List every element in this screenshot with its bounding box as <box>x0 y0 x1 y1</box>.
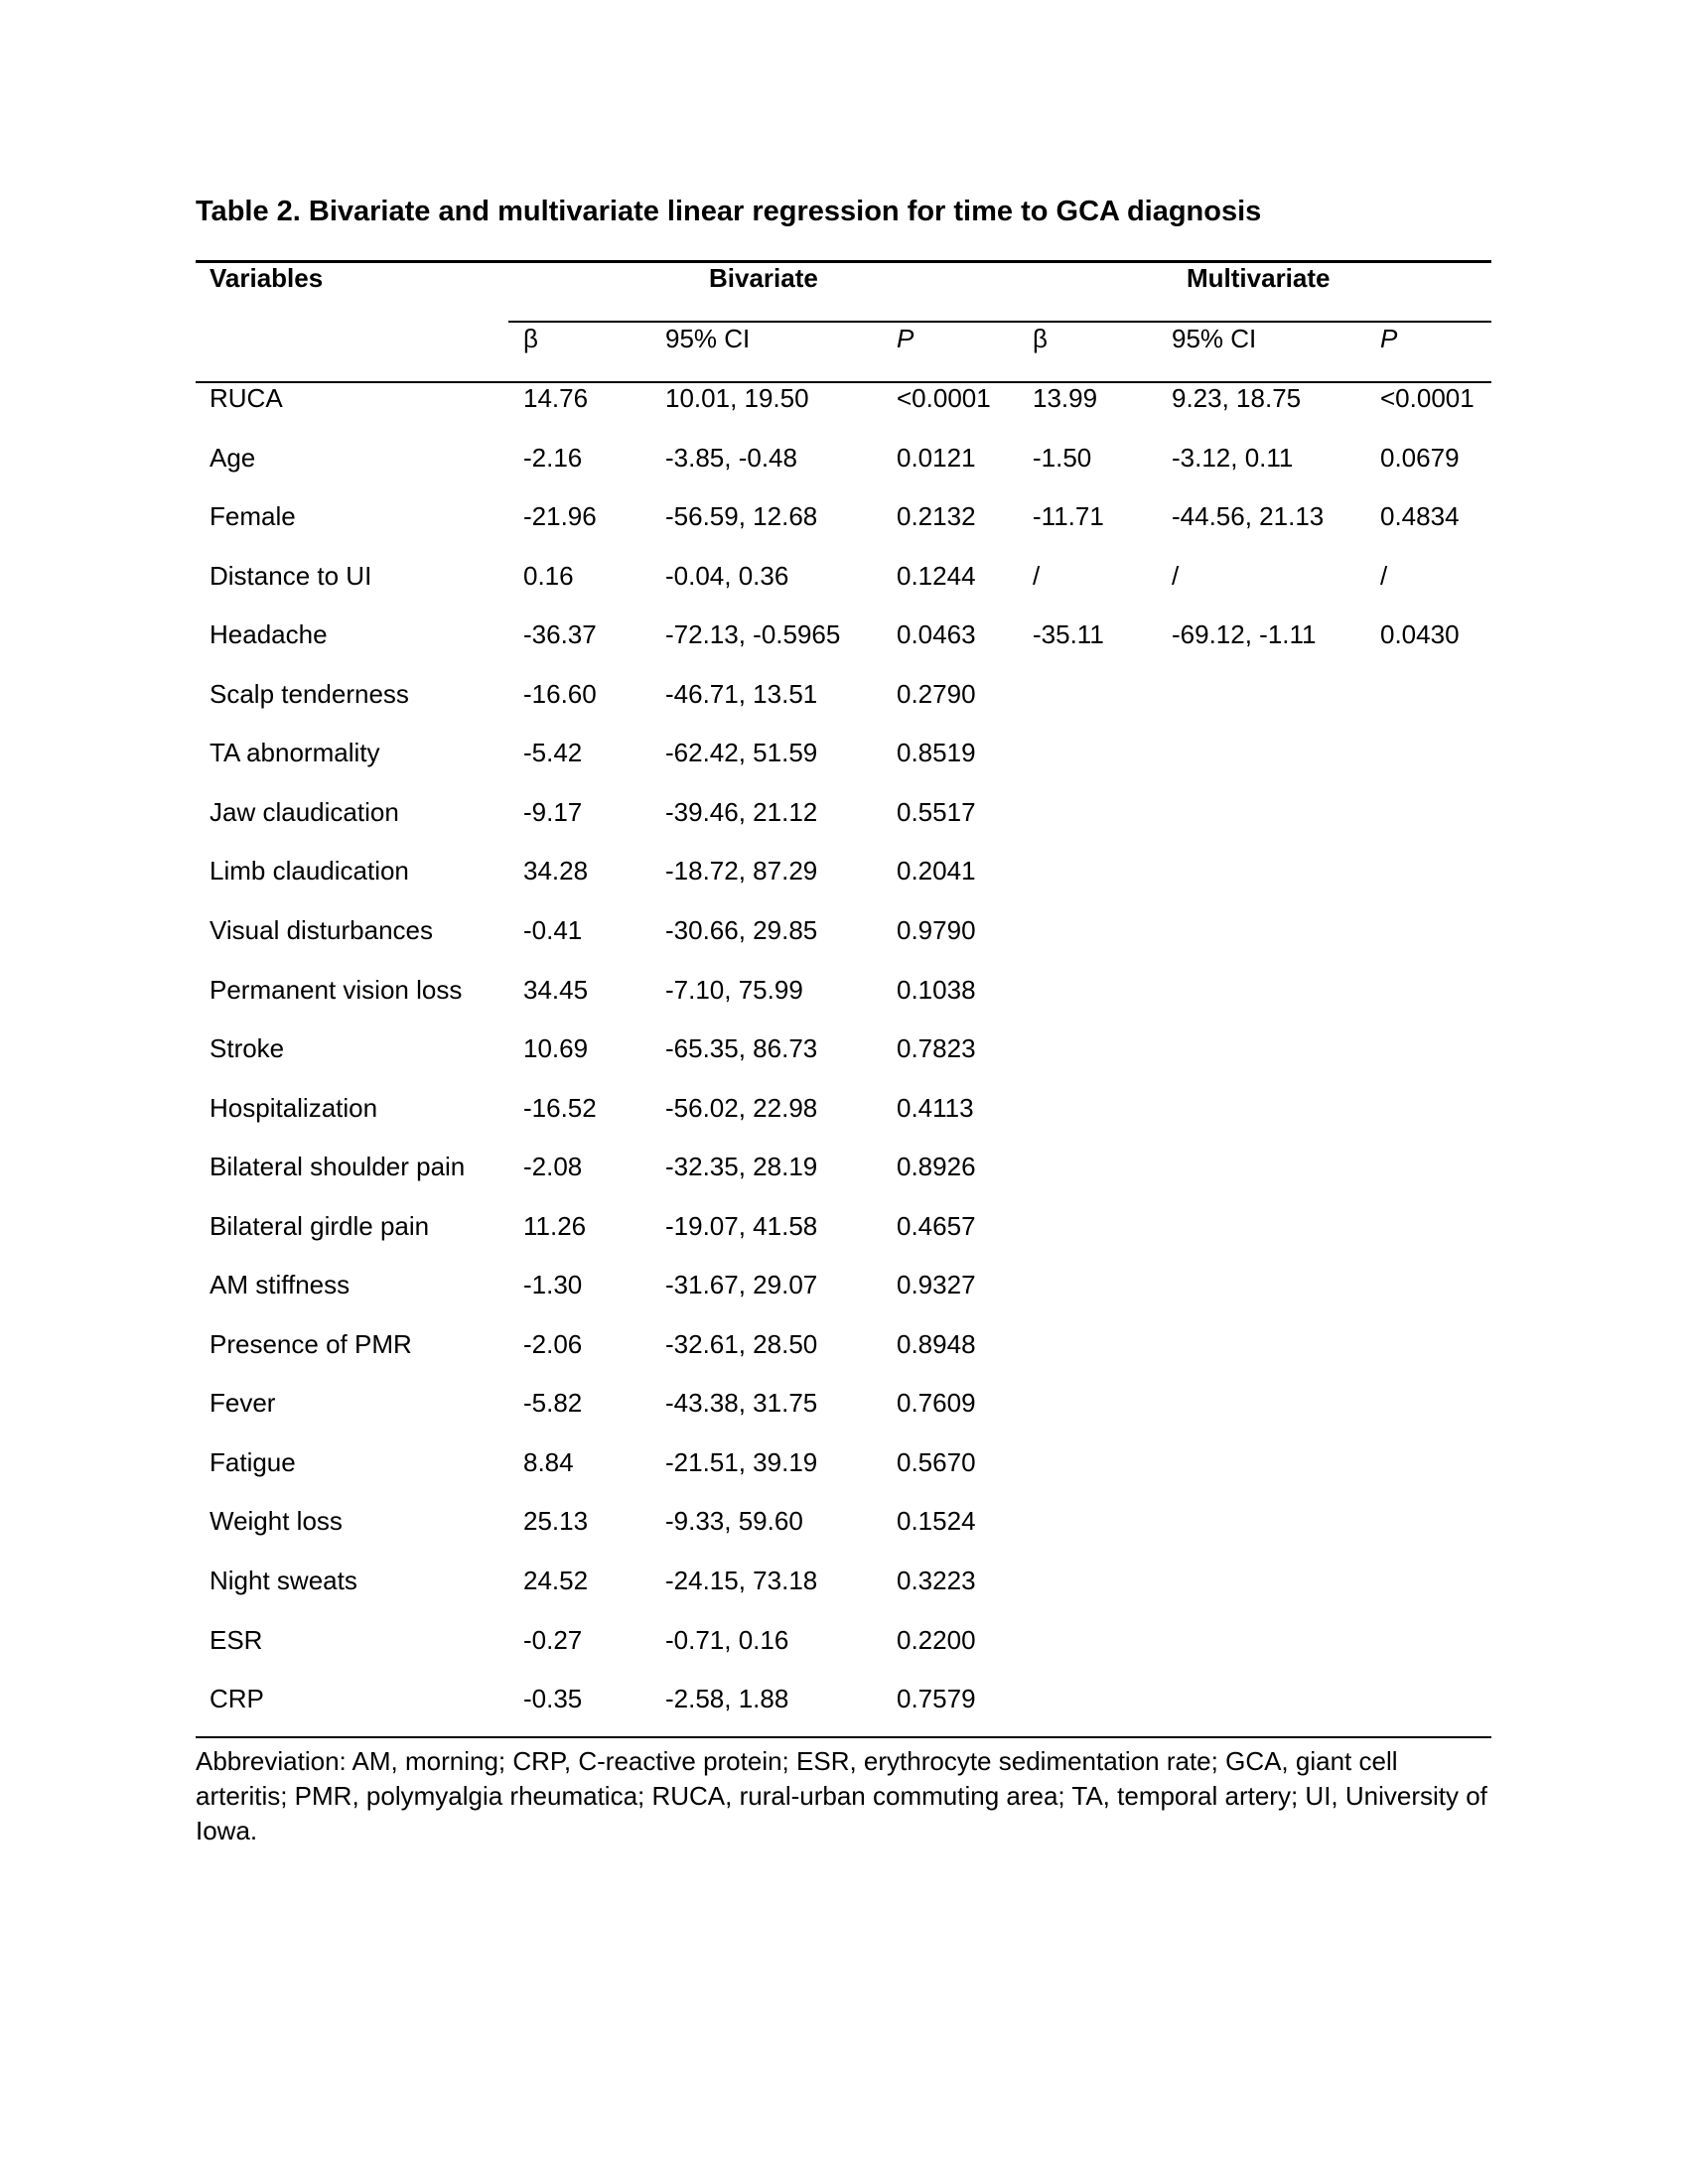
table-row <box>0 1447 1688 1487</box>
cell-p: 0.8926 <box>897 1152 976 1182</box>
cell-ci: -9.33, 59.60 <box>665 1506 803 1537</box>
table-row <box>0 797 1688 837</box>
cell-p: 0.2132 <box>897 501 976 532</box>
cell-p-multi: 0.0679 <box>1380 442 1460 473</box>
cell-variable: Headache <box>210 619 328 650</box>
cell-ci: -7.10, 75.99 <box>665 974 803 1005</box>
cell-ci: -39.46, 21.12 <box>665 796 818 827</box>
cell-p: <0.0001 <box>897 383 991 413</box>
cell-variable: Weight loss <box>210 1506 343 1537</box>
cell-ci: -30.66, 29.85 <box>665 914 818 945</box>
table-row <box>0 1270 1688 1309</box>
cell-p: 0.9327 <box>897 1270 976 1300</box>
cell-ci: -62.42, 51.59 <box>665 738 818 768</box>
cell-variable: Jaw claudication <box>210 796 399 827</box>
cell-ci-multi: -44.56, 21.13 <box>1172 501 1325 532</box>
cell-ci: -0.71, 0.16 <box>665 1624 789 1655</box>
cell-beta: 11.26 <box>523 1210 587 1241</box>
cell-beta: -21.96 <box>523 501 597 532</box>
cell-p: 0.2200 <box>897 1624 976 1655</box>
subheader-p-multi: P <box>1380 324 1398 353</box>
subheader-row <box>0 324 1688 363</box>
table-row <box>0 1566 1688 1605</box>
cell-beta-multi: / <box>1033 560 1041 591</box>
cell-p-multi: 0.0430 <box>1380 619 1460 650</box>
table-row <box>0 1211 1688 1251</box>
cell-ci: -3.85, -0.48 <box>665 442 797 473</box>
table-row <box>0 1684 1688 1723</box>
cell-beta: 24.52 <box>523 1566 589 1595</box>
cell-variable: Permanent vision loss <box>210 974 463 1005</box>
cell-variable: Distance to UI <box>210 560 372 591</box>
cell-variable: Fatigue <box>210 1446 296 1477</box>
cell-variable: Age <box>210 442 256 473</box>
cell-variable: CRP <box>210 1684 264 1714</box>
cell-ci: 10.01, 19.50 <box>665 383 809 413</box>
table-row <box>0 1329 1688 1369</box>
cell-p: 0.7579 <box>897 1684 976 1714</box>
table-row <box>0 1033 1688 1073</box>
cell-p: 0.0121 <box>897 442 976 473</box>
cell-beta: -5.42 <box>523 738 583 768</box>
cell-variable: AM stiffness <box>210 1270 351 1300</box>
cell-beta: -16.60 <box>523 678 597 709</box>
cell-p: 0.3223 <box>897 1566 976 1595</box>
subheader-p: P <box>897 324 914 353</box>
cell-ci: -46.71, 13.51 <box>665 678 818 709</box>
subheader-beta-multi: β <box>1033 324 1048 353</box>
cell-ci: -21.51, 39.19 <box>665 1446 818 1477</box>
cell-p: 0.4657 <box>897 1210 976 1241</box>
cell-beta: -2.06 <box>523 1328 583 1359</box>
cell-variable: Female <box>210 501 296 532</box>
table-row <box>0 443 1688 482</box>
cell-ci-multi: -3.12, 0.11 <box>1172 442 1294 473</box>
table-row <box>0 1388 1688 1428</box>
cell-ci: -2.58, 1.88 <box>665 1684 789 1714</box>
cell-ci: -19.07, 41.58 <box>665 1210 818 1241</box>
cell-p: 0.7609 <box>897 1388 976 1419</box>
cell-p: 0.2790 <box>897 678 976 709</box>
table-row <box>0 1625 1688 1665</box>
cell-beta-multi: -1.50 <box>1033 442 1092 473</box>
cell-p: 0.0463 <box>897 619 976 650</box>
cell-beta: 14.76 <box>523 383 589 413</box>
cell-p: 0.2041 <box>897 856 976 887</box>
table-row <box>0 1093 1688 1133</box>
cell-ci: -56.02, 22.98 <box>665 1092 818 1123</box>
cell-variable: Bilateral shoulder pain <box>210 1152 466 1182</box>
cell-p-multi: / <box>1380 560 1388 591</box>
cell-ci-multi: / <box>1172 560 1180 591</box>
cell-beta: -1.30 <box>523 1270 583 1300</box>
cell-variable: Presence of PMR <box>210 1328 412 1359</box>
cell-beta: -36.37 <box>523 619 597 650</box>
subheader-ci-multi: 95% CI <box>1172 324 1257 353</box>
table-row <box>0 738 1688 777</box>
cell-beta: -16.52 <box>523 1092 597 1123</box>
cell-variable: Fever <box>210 1388 276 1419</box>
cell-p: 0.1038 <box>897 974 976 1005</box>
header-bivariate: Bivariate <box>709 263 818 293</box>
table-row <box>0 1152 1688 1191</box>
cell-variable: Scalp tenderness <box>210 678 409 709</box>
cell-beta: 10.69 <box>523 1033 589 1064</box>
cell-beta: -0.41 <box>523 914 583 945</box>
table-bottom-rule <box>196 1736 1491 1738</box>
cell-p: 0.7823 <box>897 1033 976 1064</box>
cell-beta-multi: 13.99 <box>1033 383 1098 413</box>
table-row <box>0 679 1688 719</box>
cell-p: 0.1244 <box>897 560 976 591</box>
cell-variable: Visual disturbances <box>210 914 433 945</box>
table-row <box>0 619 1688 659</box>
subheader-ci: 95% CI <box>665 324 751 353</box>
table-row <box>0 856 1688 895</box>
cell-p: 0.5670 <box>897 1446 976 1477</box>
subheader-rule <box>508 321 1491 323</box>
header-variables: Variables <box>210 263 324 293</box>
header-multivariate: Multivariate <box>1187 263 1331 293</box>
cell-ci: -18.72, 87.29 <box>665 856 818 887</box>
cell-ci: -31.67, 29.07 <box>665 1270 818 1300</box>
cell-ci-multi: -69.12, -1.11 <box>1172 619 1317 650</box>
cell-beta: -2.16 <box>523 442 583 473</box>
cell-beta: 34.45 <box>523 974 589 1005</box>
cell-variable: TA abnormality <box>210 738 380 768</box>
cell-beta: -0.35 <box>523 1684 583 1714</box>
cell-variable: Night sweats <box>210 1566 357 1595</box>
cell-variable: ESR <box>210 1624 263 1655</box>
cell-p: 0.1524 <box>897 1506 976 1537</box>
cell-p: 0.5517 <box>897 796 976 827</box>
cell-p: 0.4113 <box>897 1092 974 1123</box>
cell-beta: 34.28 <box>523 856 589 887</box>
cell-variable: Limb claudication <box>210 856 409 887</box>
table-title: Table 2. Bivariate and multivariate linear regression for time to GCA diagnosis <box>196 196 1262 227</box>
cell-ci: -72.13, -0.5965 <box>665 619 841 650</box>
cell-variable: Stroke <box>210 1033 285 1064</box>
table-row <box>0 975 1688 1015</box>
cell-p: 0.8948 <box>897 1328 976 1359</box>
footnote: Abbreviation: AM, morning; CRP, C-reactive protein; ESR, erythrocyte sedimentation rate; GCA, giant cell arteritis; PMR, polymyalgia rheumatica; RUCA, rural-urban commuting area; TA, temporal artery; UI, University of Iowa. <box>196 1746 1487 1845</box>
table-row <box>0 1506 1688 1546</box>
table-row <box>0 561 1688 601</box>
cell-ci: -24.15, 73.18 <box>665 1566 818 1595</box>
cell-beta: -0.27 <box>523 1624 583 1655</box>
subheader-beta: β <box>523 324 538 353</box>
cell-beta: -5.82 <box>523 1388 583 1419</box>
cell-beta-multi: -35.11 <box>1033 619 1104 650</box>
cell-beta: -2.08 <box>523 1152 583 1182</box>
cell-ci: -0.04, 0.36 <box>665 560 789 591</box>
cell-p: 0.8519 <box>897 738 976 768</box>
cell-ci: -32.35, 28.19 <box>665 1152 818 1182</box>
cell-variable: Bilateral girdle pain <box>210 1210 430 1241</box>
cell-beta-multi: -11.71 <box>1033 501 1104 532</box>
cell-p: 0.9790 <box>897 914 976 945</box>
cell-ci: -56.59, 12.68 <box>665 501 818 532</box>
cell-beta: -9.17 <box>523 796 583 827</box>
table-row <box>0 501 1688 541</box>
cell-variable: Hospitalization <box>210 1092 378 1123</box>
cell-beta: 25.13 <box>523 1506 589 1537</box>
cell-variable: RUCA <box>210 383 283 413</box>
table-row <box>0 383 1688 423</box>
cell-p-multi: 0.4834 <box>1380 501 1460 532</box>
cell-ci-multi: 9.23, 18.75 <box>1172 383 1302 413</box>
cell-beta: 8.84 <box>523 1446 574 1477</box>
table-row <box>0 915 1688 955</box>
cell-ci: -43.38, 31.75 <box>665 1388 818 1419</box>
cell-beta: 0.16 <box>523 560 574 591</box>
cell-ci: -32.61, 28.50 <box>665 1328 818 1359</box>
cell-p-multi: <0.0001 <box>1380 383 1475 413</box>
cell-ci: -65.35, 86.73 <box>665 1033 818 1064</box>
